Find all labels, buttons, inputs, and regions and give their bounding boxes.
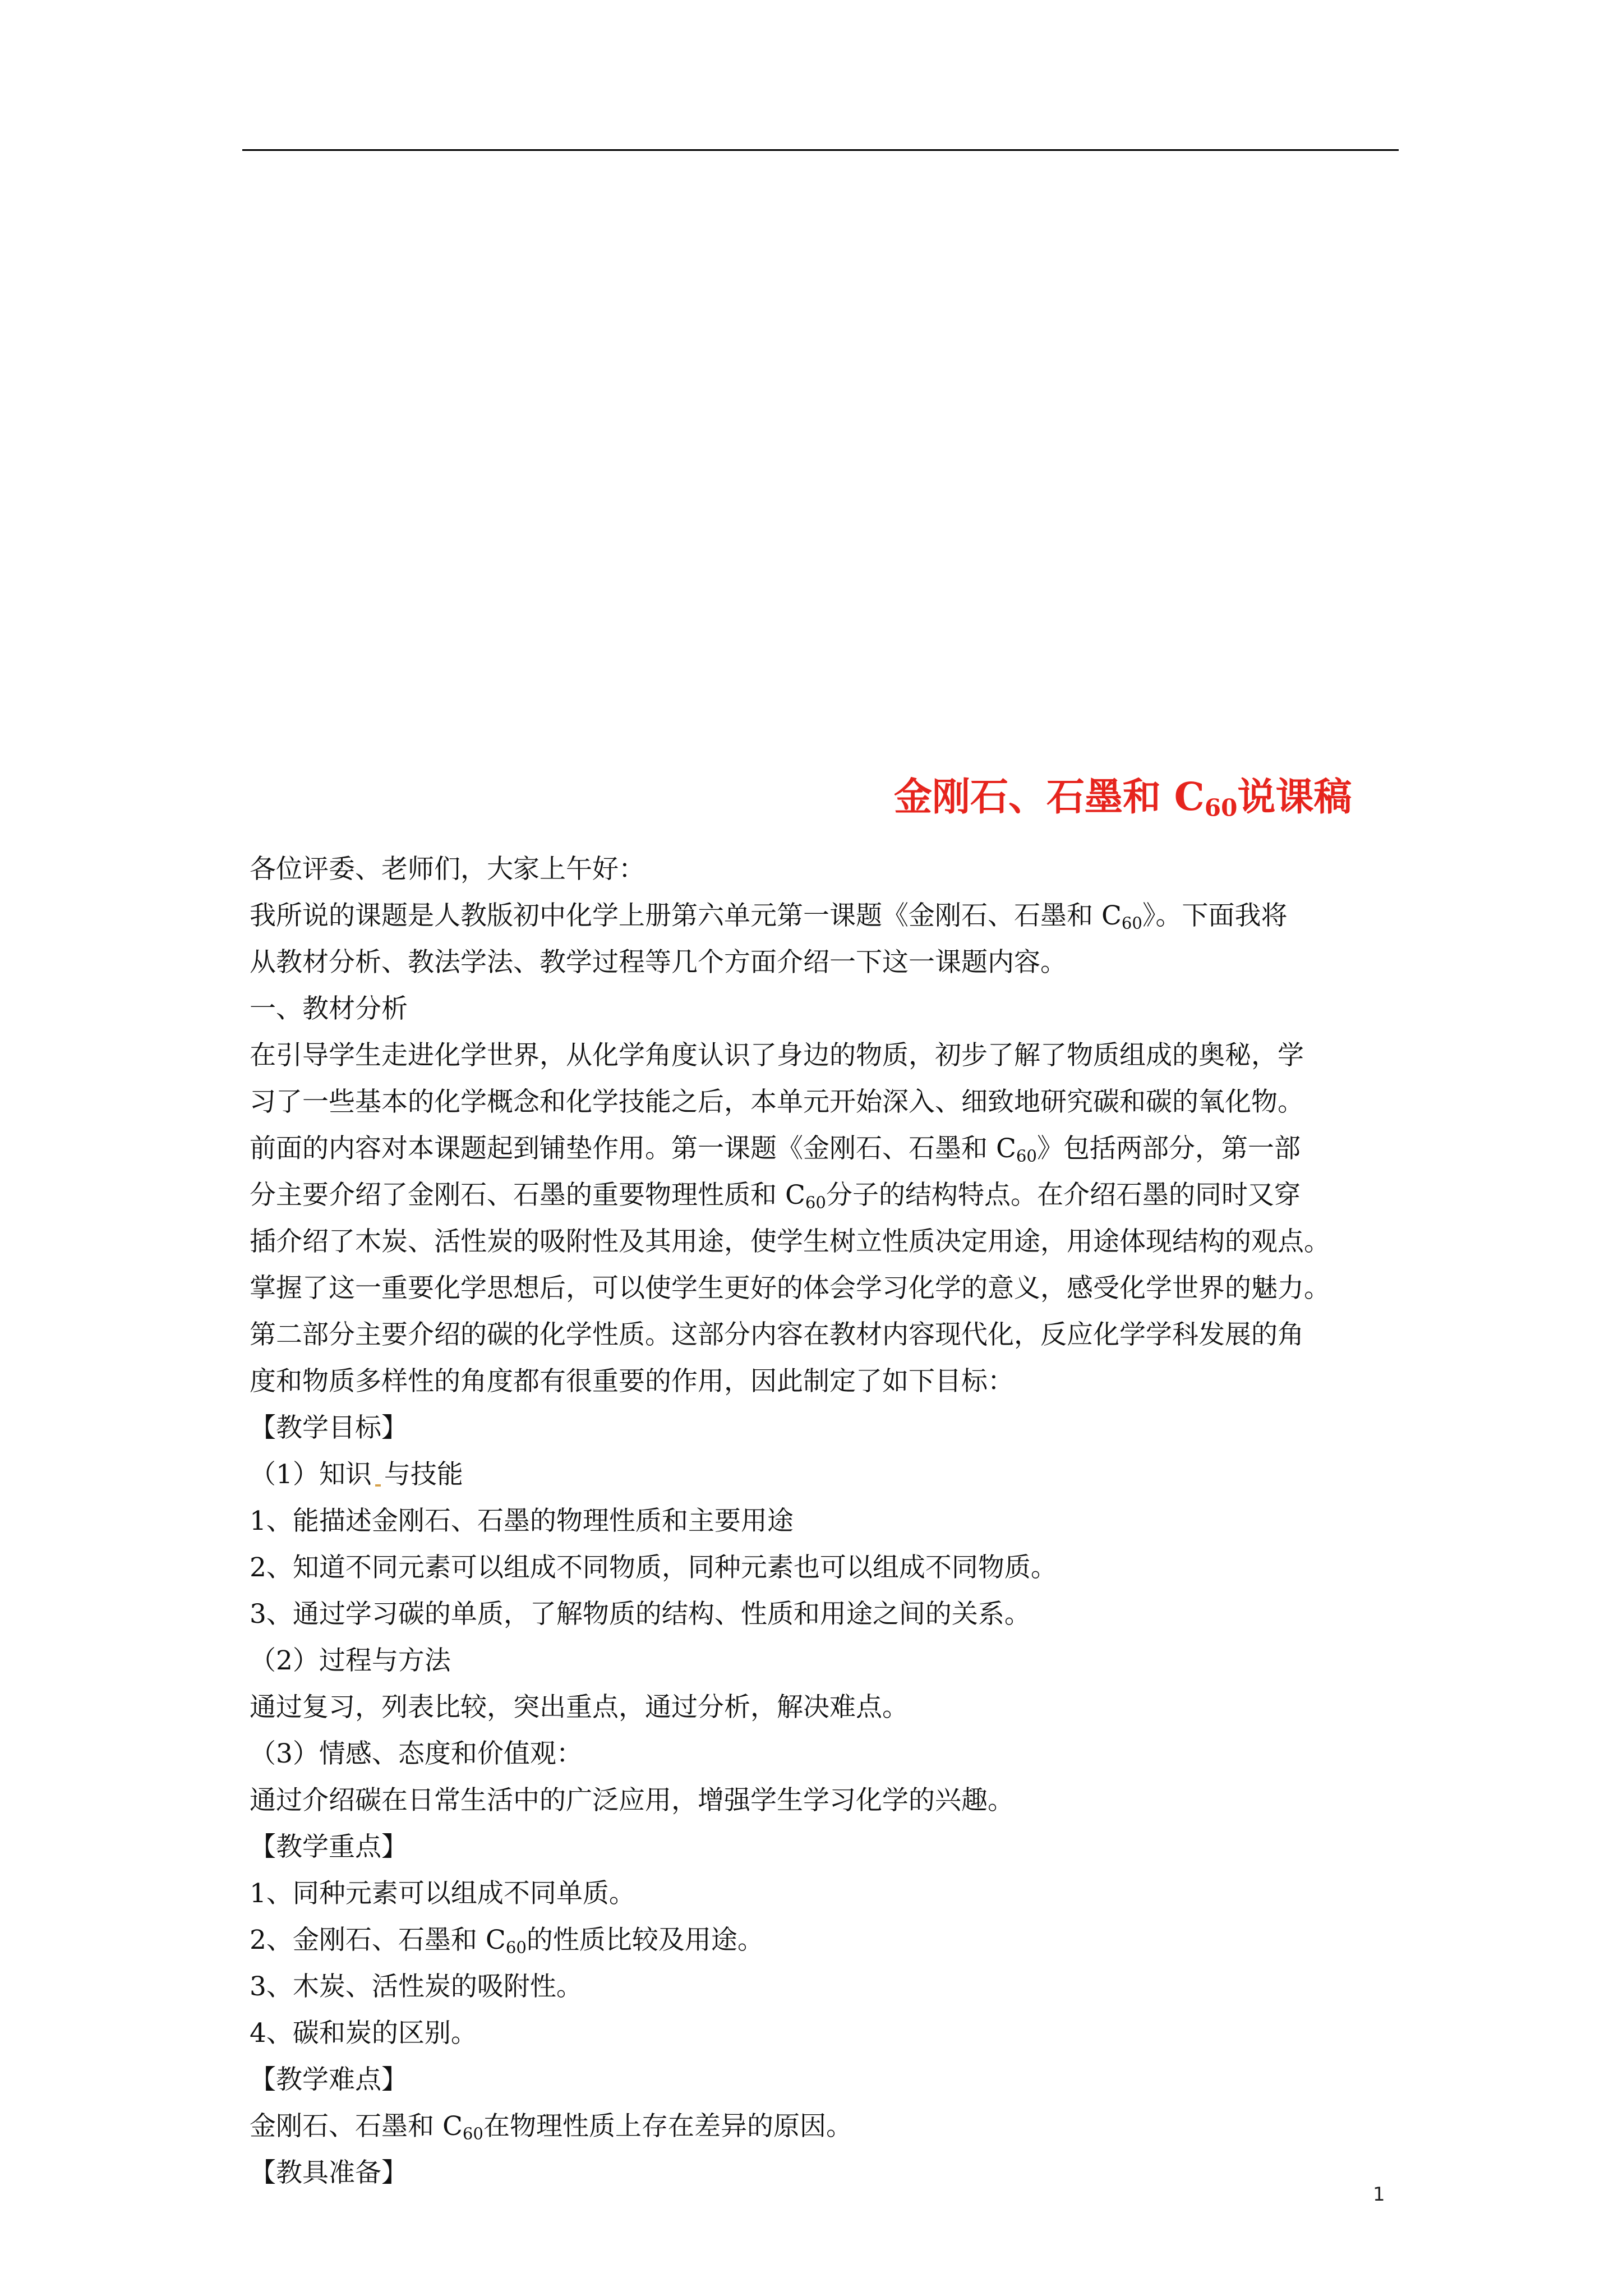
p3-text-b: 》包括两部分，第一部: [1036, 1133, 1301, 1164]
key-point-1: 1、同种元素可以组成不同单质。: [250, 1878, 635, 1909]
goals-heading: 【教学目标】: [250, 1412, 408, 1443]
edit-mark-icon: [375, 1484, 381, 1487]
page-number: 1: [1373, 2183, 1385, 2206]
goal-3-heading: （3）情感、态度和价值观：: [250, 1738, 583, 1769]
key-point-2-text-a: 2、金刚石、石墨和 C: [250, 1925, 506, 1955]
difficulty-heading: 【教学难点】: [250, 2064, 408, 2095]
key-points-heading: 【教学重点】: [250, 1832, 408, 1862]
paragraph-line-8: 度和物质多样性的角度都有很重要的作用，因此制定了如下目标：: [250, 1366, 1014, 1397]
document-title: [894, 772, 1352, 822]
goal-1-heading: [250, 1451, 1405, 1498]
p4-text-b: 分子的结构特点。在介绍石墨的同时又穿: [826, 1180, 1301, 1211]
key-point-2-subscript: 60: [505, 1938, 527, 1957]
paragraph-line-5: 插介绍了木炭、活性炭的吸附性及其用途，使学生树立性质决定用途，用途体现结构的观点。: [250, 1226, 1330, 1257]
section-heading-1: 一、教材分析: [250, 993, 408, 1024]
goal-1-text-a: （1）知识: [250, 1459, 372, 1490]
goal-2-item-1: 通过复习，列表比较，突出重点，通过分析，解决难点。: [250, 1692, 909, 1723]
goal-1-text-b: 与技能: [384, 1459, 463, 1490]
goal-1-item-1: 1、能描述金刚石、石墨的物理性质和主要用途: [250, 1506, 794, 1536]
paragraph-line-7: 第二部分主要介绍的碳的化学性质。这部分内容在教材内容现代化，反应化学学科发展的角: [250, 1319, 1304, 1350]
p3-subscript: 60: [1016, 1146, 1037, 1166]
paragraph-line-1: 在引导学生走进化学世界，从化学角度认识了身边的物质，初步了解了物质组成的奥秘，学: [250, 1040, 1304, 1071]
difficulty-1-text-a: 金刚石、石墨和 C: [250, 2111, 463, 2142]
title-suffix: 说课稿: [1237, 775, 1352, 820]
key-point-3: 3、木炭、活性炭的吸附性。: [250, 1971, 583, 2002]
key-point-2-text-b: 的性质比较及用途。: [526, 1925, 764, 1955]
document-body: [250, 846, 1405, 2196]
key-point-2: [250, 1917, 1405, 1963]
difficulty-1: [250, 2103, 1405, 2150]
goal-1-item-3: 3、通过学习碳的单质，了解物质的结构、性质和用途之间的关系。: [250, 1599, 1031, 1630]
difficulty-1-subscript: 60: [462, 2124, 483, 2143]
goal-1-item-2: 2、知道不同元素可以组成不同物质，同种元素也可以组成不同物质。: [250, 1552, 1057, 1583]
title-subscript: 60: [1204, 793, 1238, 822]
greeting-line: 各位评委、老师们，大家上午好：: [250, 854, 645, 885]
title-main: 金刚石、石墨和 C: [894, 775, 1205, 820]
paragraph-line-2: 习了一些基本的化学概念和化学技能之后，本单元开始深入、细致地研究碳和碳的氧化物。: [250, 1087, 1304, 1117]
header-rule: [242, 149, 1399, 151]
key-point-4: 4、碳和炭的区别。: [250, 2018, 477, 2049]
paragraph-line-6: 掌握了这一重要化学思想后，可以使学生更好的体会学习化学的意义，感受化学世界的魅力。: [250, 1273, 1330, 1304]
paragraph-line-3: [250, 1125, 1405, 1172]
intro-subscript: 60: [1121, 913, 1142, 933]
intro-text-b: 》。下面我将: [1142, 900, 1288, 931]
intro-line-1: [250, 892, 1405, 939]
difficulty-1-text-b: 在物理性质上存在差异的原因。: [483, 2111, 852, 2142]
goal-3-item-1: 通过介绍碳在日常生活中的广泛应用，增强学生学习化学的兴趣。: [250, 1785, 1014, 1816]
p3-text-a: 前面的内容对本课题起到铺垫作用。第一课题《金刚石、石墨和 C: [250, 1133, 1016, 1164]
intro-line-2: 从教材分析、教法学法、教学过程等几个方面介绍一下这一课题内容。: [250, 947, 1067, 978]
goal-2-heading: （2）过程与方法: [250, 1645, 451, 1676]
p4-text-a: 分主要介绍了金刚石、石墨的重要物理性质和 C: [250, 1180, 805, 1211]
p4-subscript: 60: [805, 1193, 826, 1212]
intro-text-a: 我所说的课题是人教版初中化学上册第六单元第一课题《金刚石、石墨和 C: [250, 900, 1122, 931]
tools-heading: 【教具准备】: [250, 2157, 408, 2188]
paragraph-line-4: [250, 1172, 1405, 1218]
